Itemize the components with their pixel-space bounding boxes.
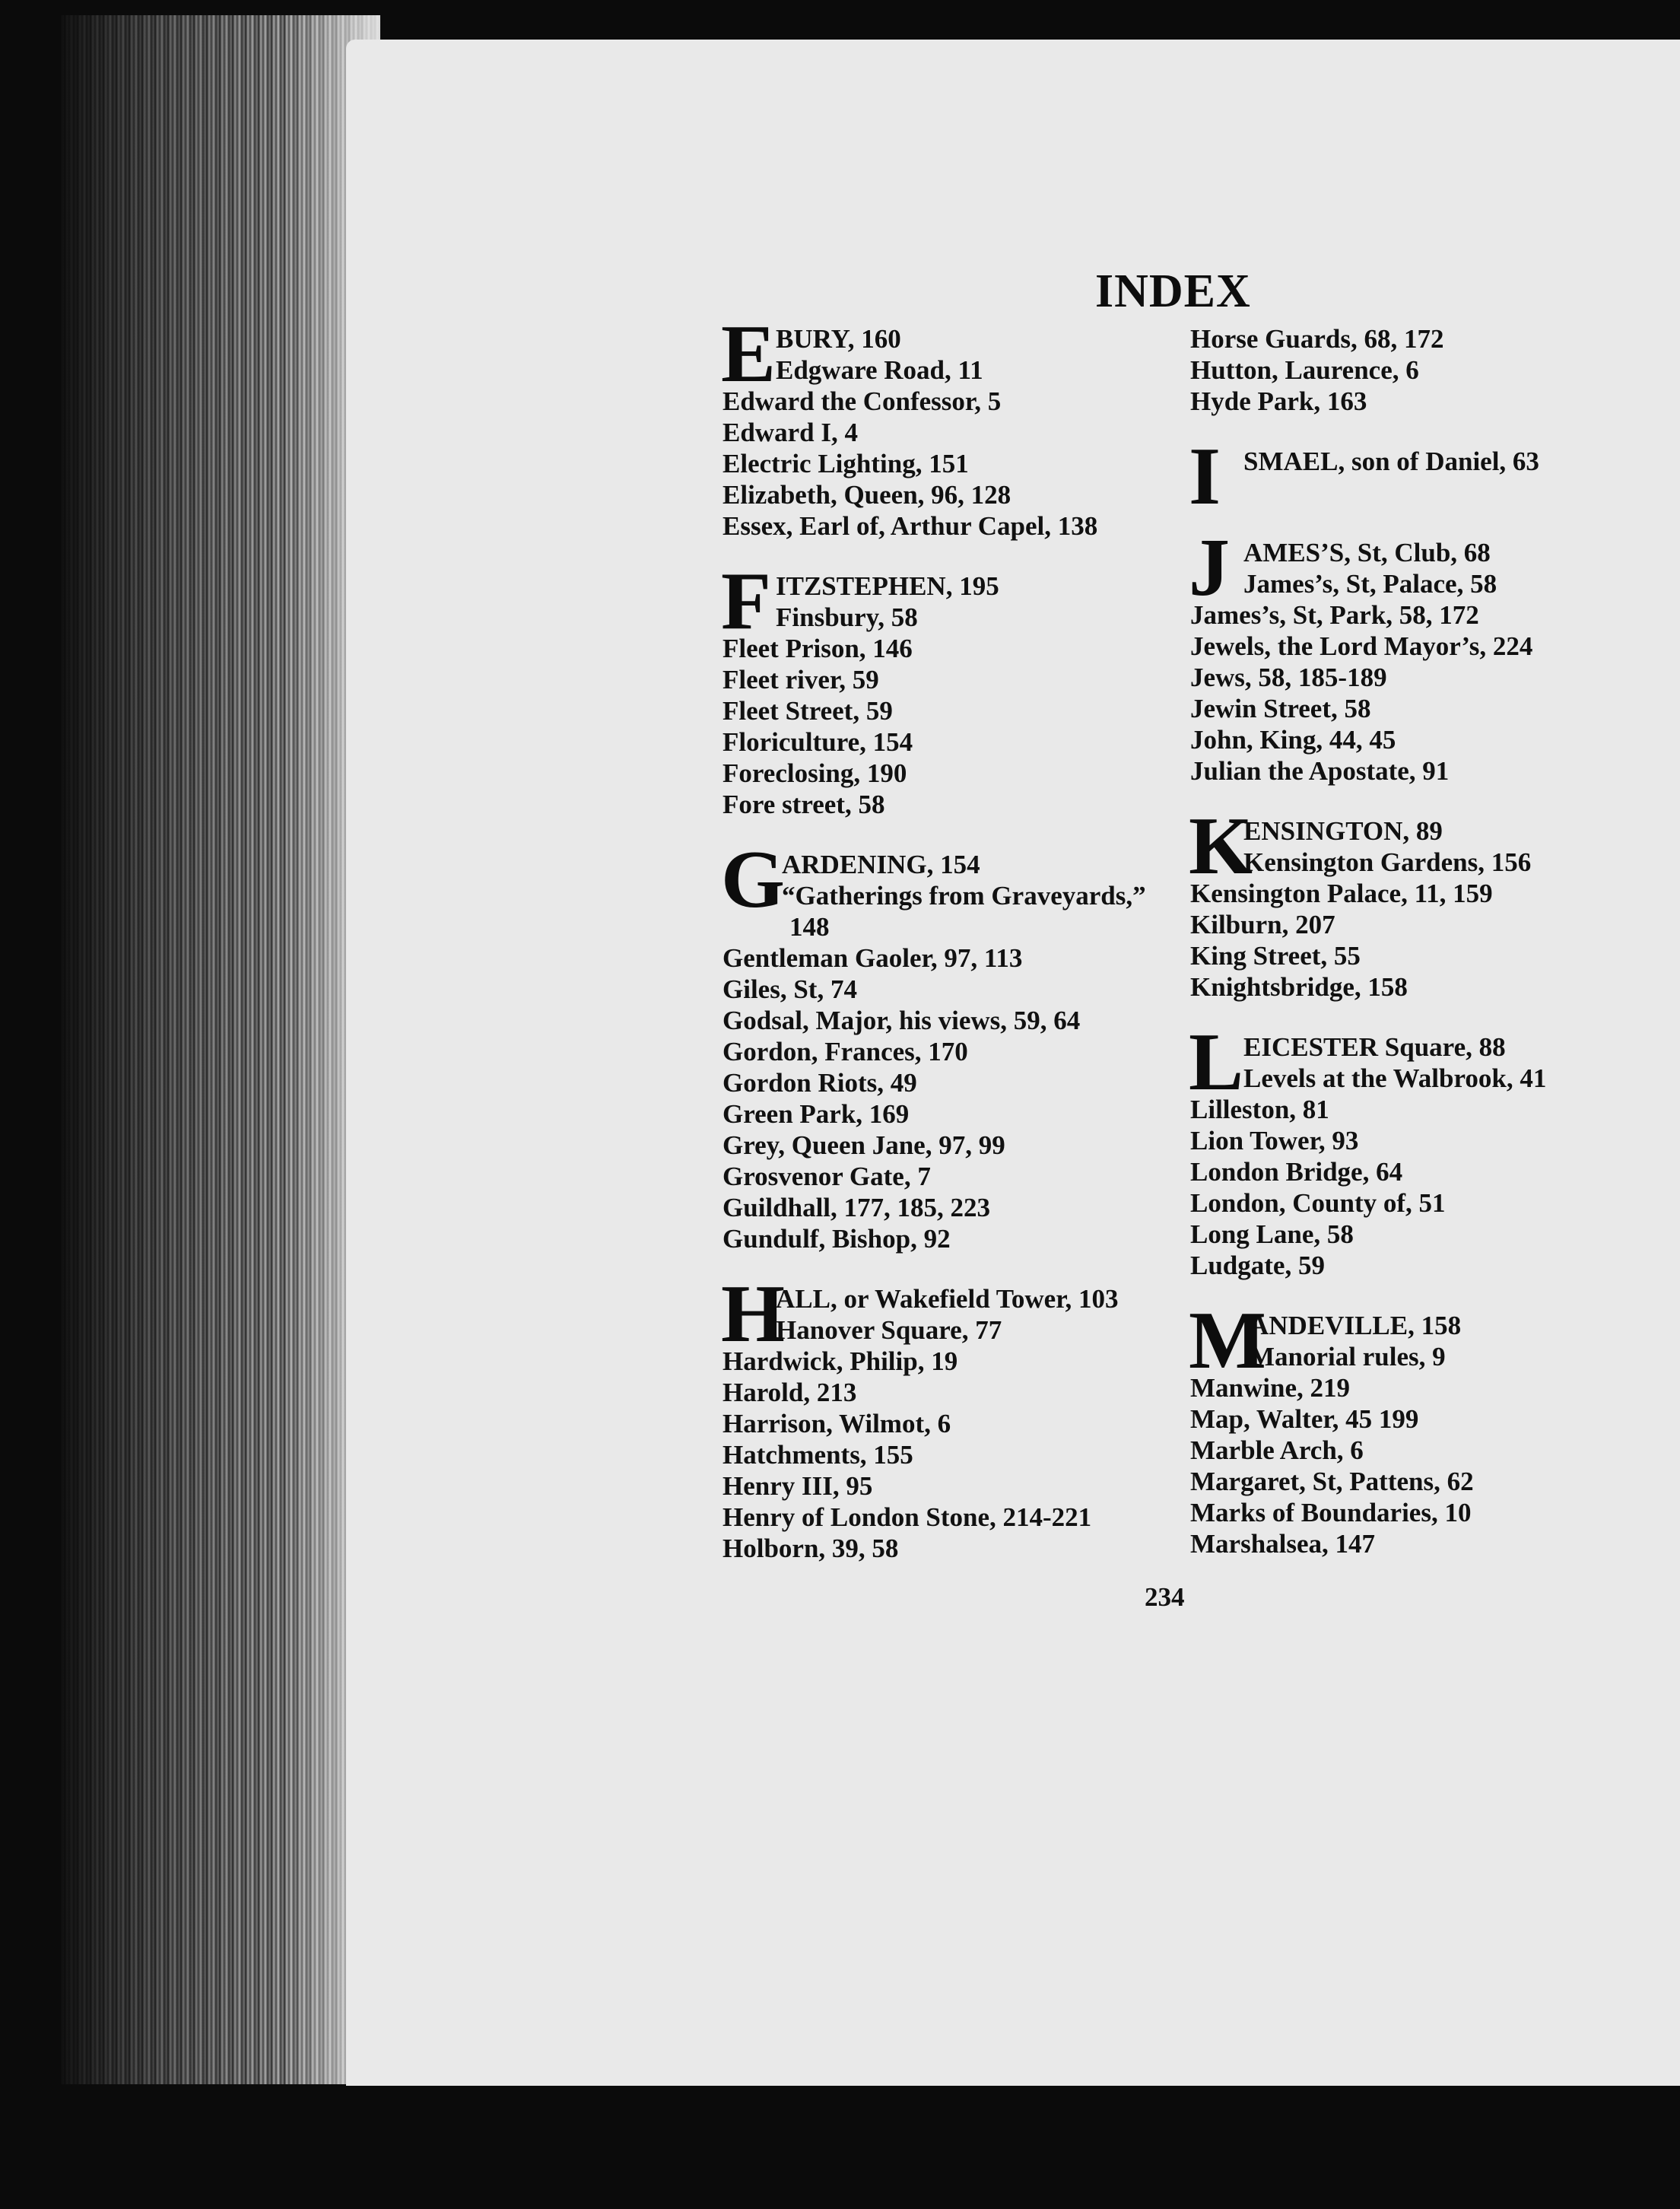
drop-cap-letter: H: [721, 1269, 786, 1359]
index-section: [721, 834, 1270, 1254]
index-entry: Kensington Gardens, 156: [1243, 847, 1532, 877]
index-entry: Map, Walter, 45 199: [1190, 1404, 1419, 1434]
index-entry: SMAEL, son of Daniel, 63: [1243, 447, 1539, 476]
index-entry: Electric Lighting, 151: [722, 449, 969, 478]
page-number: 234: [1145, 1582, 1185, 1612]
index-entry: Fore street, 58: [722, 790, 885, 819]
index-entry: Edward I, 4: [722, 418, 858, 447]
index-entry: ANDEVILLE, 158: [1250, 1311, 1462, 1340]
index-entry: Hyde Park, 163: [1190, 386, 1367, 416]
index-entry: Edward the Confessor, 5: [722, 386, 1002, 416]
drop-cap-letter: K: [1189, 801, 1253, 892]
index-entry: Essex, Earl of, Arthur Capel, 138: [722, 511, 1098, 541]
index-entry: James’s, St, Park, 58, 172: [1190, 600, 1479, 630]
drop-cap-letter: L: [1189, 1017, 1244, 1108]
index-entry: Jewels, the Lord Mayor’s, 224: [1190, 631, 1533, 661]
index-section: [1189, 1017, 1677, 1281]
index-entry: Hardwick, Philip, 19: [722, 1346, 958, 1376]
index-entry: Foreclosing, 190: [722, 758, 907, 788]
index-entry: Edgware Road, 11: [776, 355, 983, 385]
index-entry: Giles, St, 74: [722, 974, 857, 1004]
index-section: [1189, 1295, 1677, 1559]
index-entry: BURY, 160: [776, 324, 901, 354]
index-entry: London, County of, 51: [1190, 1188, 1446, 1218]
drop-cap-letter: F: [721, 556, 771, 647]
index-section: [721, 309, 1270, 542]
index-entry: Harold, 213: [722, 1378, 857, 1407]
drop-cap-letter: I: [1189, 431, 1221, 522]
index-entry: Godsal, Major, his views, 59, 64: [722, 1006, 1081, 1035]
index-entry: Gentleman Gaoler, 97, 113: [722, 943, 1023, 973]
index-entry: Jews, 58, 185-189: [1190, 663, 1387, 692]
index-entry: ALL, or Wakefield Tower, 103: [776, 1284, 1119, 1314]
index-entry: Margaret, St, Pattens, 62: [1190, 1467, 1474, 1496]
index-section: [1190, 323, 1677, 417]
index-entry: Lilleston, 81: [1190, 1095, 1329, 1124]
index-entry: Harrison, Wilmot, 6: [722, 1409, 951, 1438]
index-section: [1189, 523, 1677, 787]
section-opening: [1189, 801, 1677, 892]
section-opening: [1189, 1017, 1677, 1108]
index-section: [1189, 431, 1677, 522]
index-entry: Guildhall, 177, 185, 223: [722, 1193, 991, 1222]
index-entry: Holborn, 39, 58: [722, 1534, 899, 1563]
index-entry: Fleet Prison, 146: [722, 634, 913, 663]
index-entry: King Street, 55: [1190, 941, 1361, 971]
section-opening: [721, 834, 1270, 925]
index-entry: Hutton, Laurence, 6: [1190, 355, 1419, 385]
index-entry: London Bridge, 64: [1190, 1157, 1403, 1187]
section-opening: [1189, 431, 1677, 522]
index-entry: Gundulf, Bishop, 92: [722, 1224, 951, 1254]
index-entry: ENSINGTON, 89: [1243, 816, 1443, 846]
index-entry-continuation: 148: [789, 912, 830, 942]
index-entry: ITZSTEPHEN, 195: [776, 571, 999, 601]
index-entry: Grey, Queen Jane, 97, 99: [722, 1130, 1005, 1160]
page-edges-shadow: [61, 15, 380, 2084]
index-entry: Kensington Palace, 11, 159: [1190, 879, 1493, 908]
index-entry: Gordon, Frances, 170: [722, 1037, 968, 1066]
index-entry: Fleet river, 59: [722, 665, 879, 694]
index-entry: Henry III, 95: [722, 1471, 873, 1501]
section-opening: [1189, 1295, 1677, 1386]
index-entry: Hatchments, 155: [722, 1440, 913, 1470]
index-entry: Grosvenor Gate, 7: [722, 1162, 931, 1191]
page-title: INDEX: [1095, 265, 1251, 317]
index-entry: Fleet Street, 59: [722, 696, 893, 726]
index-entry: Green Park, 169: [722, 1099, 910, 1129]
index-entry: Manwine, 219: [1190, 1373, 1350, 1403]
section-opening: [1189, 523, 1677, 613]
drop-cap-letter: G: [721, 834, 786, 925]
index-entry: Knightsbridge, 158: [1190, 972, 1408, 1002]
index-entry: Horse Guards, 68, 172: [1190, 324, 1444, 354]
index-entry: ARDENING, 154: [782, 850, 980, 879]
index-entry: Finsbury, 58: [776, 602, 918, 632]
index-entry: Floriculture, 154: [722, 727, 913, 757]
index-section: [721, 1269, 1270, 1564]
index-entry: Kilburn, 207: [1190, 910, 1335, 939]
right-index-column: [1190, 323, 1677, 1588]
index-entry: John, King, 44, 45: [1190, 725, 1396, 755]
index-entry: Julian the Apostate, 91: [1190, 756, 1450, 786]
index-entry: Marble Arch, 6: [1190, 1435, 1364, 1465]
index-entry: Jewin Street, 58: [1190, 694, 1371, 723]
index-entry: “Gatherings from Graveyards,”: [782, 881, 1146, 911]
index-section: [721, 556, 1270, 820]
index-entry: Marshalsea, 147: [1190, 1529, 1376, 1559]
index-entry: EICESTER Square, 88: [1243, 1032, 1506, 1062]
index-entry: Manorial rules, 9: [1250, 1342, 1446, 1371]
drop-cap-letter: J: [1189, 523, 1230, 613]
index-entry: James’s, St, Palace, 58: [1243, 569, 1497, 599]
drop-cap-letter: E: [721, 309, 776, 399]
index-section: [1189, 801, 1677, 1003]
left-index-column: [721, 309, 1270, 1593]
drop-cap-letter: M: [1189, 1295, 1266, 1386]
index-entry: Levels at the Walbrook, 41: [1243, 1063, 1547, 1093]
section-opening: [721, 1269, 1270, 1359]
index-entry: Long Lane, 58: [1190, 1219, 1354, 1249]
index-entry: Henry of London Stone, 214-221: [722, 1502, 1092, 1532]
index-entry: Gordon Riots, 49: [722, 1068, 917, 1098]
index-entry: Marks of Boundaries, 10: [1190, 1498, 1472, 1527]
section-opening: [721, 556, 1270, 647]
index-entry: Hanover Square, 77: [776, 1315, 1002, 1345]
index-entry: Lion Tower, 93: [1190, 1126, 1359, 1155]
index-entry: AMES’S, St, Club, 68: [1243, 538, 1491, 567]
index-entry: Ludgate, 59: [1190, 1251, 1325, 1280]
index-entry: Elizabeth, Queen, 96, 128: [722, 480, 1011, 510]
section-opening: [721, 309, 1270, 399]
